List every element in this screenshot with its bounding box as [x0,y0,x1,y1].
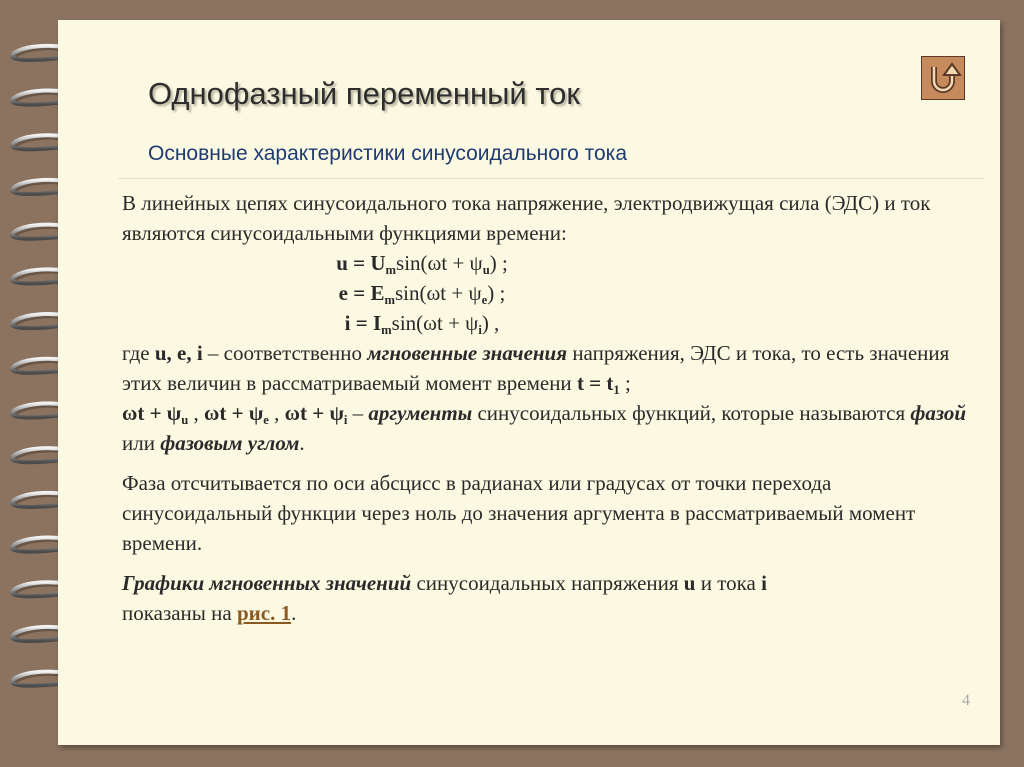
intro-paragraph: В линейных цепях синусоидального тока напряжение, электродвижущая сила (ЭДС) и ток являются синусоидальными функциями времени: [122,191,931,245]
term-instant-values: мгновенные значения [367,341,568,365]
page-subtitle: Основные характеристики синусоидального тока [148,142,628,165]
formula-u: $u = U_m\sin(\omega t + \psi_u)$ ; [336,251,508,277]
formula-e: $e = E_m\sin(\omega t + \psi_e)$ ; [338,281,506,307]
term-graphs: Графики мгновенных значений [122,571,412,595]
return-arrow-icon [922,57,964,99]
graphs-paragraph: Графики мгновенных значений синусоидальных напряжения u и тока i показаны на рис. 1. [122,571,767,625]
slide-content [122,188,972,628]
formula-i: $i = I_m\sin(\omega t + \psi_i)$ , [344,311,500,337]
divider [118,178,984,179]
back-button[interactable] [921,56,965,100]
where-paragraph: где u, e, i – соответственно мгновенные значения напряжения, ЭДС и тока, то есть значения этих величин в рассматриваемый момент времени $t = t_1$ ; $\omega t + \psi_u$ , $\omega t + \psi_e$ , $\omega t + \psi_i$ – аргументы синусоидальных функций, которые называются фазой или фазовым углом. [122,341,967,455]
term-phase: фазой [910,401,967,425]
page-number: 4 [962,692,970,709]
term-phase-angle: фазовым углом [160,431,300,455]
figure-1-link[interactable]: рис. 1 [236,601,292,625]
phase-paragraph: Фаза отсчитывается по оси абсцисс в радианах или градусах от точки перехода синусоидальный функции через ноль до значения аргумента в рассматриваемый момент времени. [122,471,916,555]
page-title: Однофазный переменный ток [148,76,580,111]
term-arguments: аргументы [368,401,473,425]
